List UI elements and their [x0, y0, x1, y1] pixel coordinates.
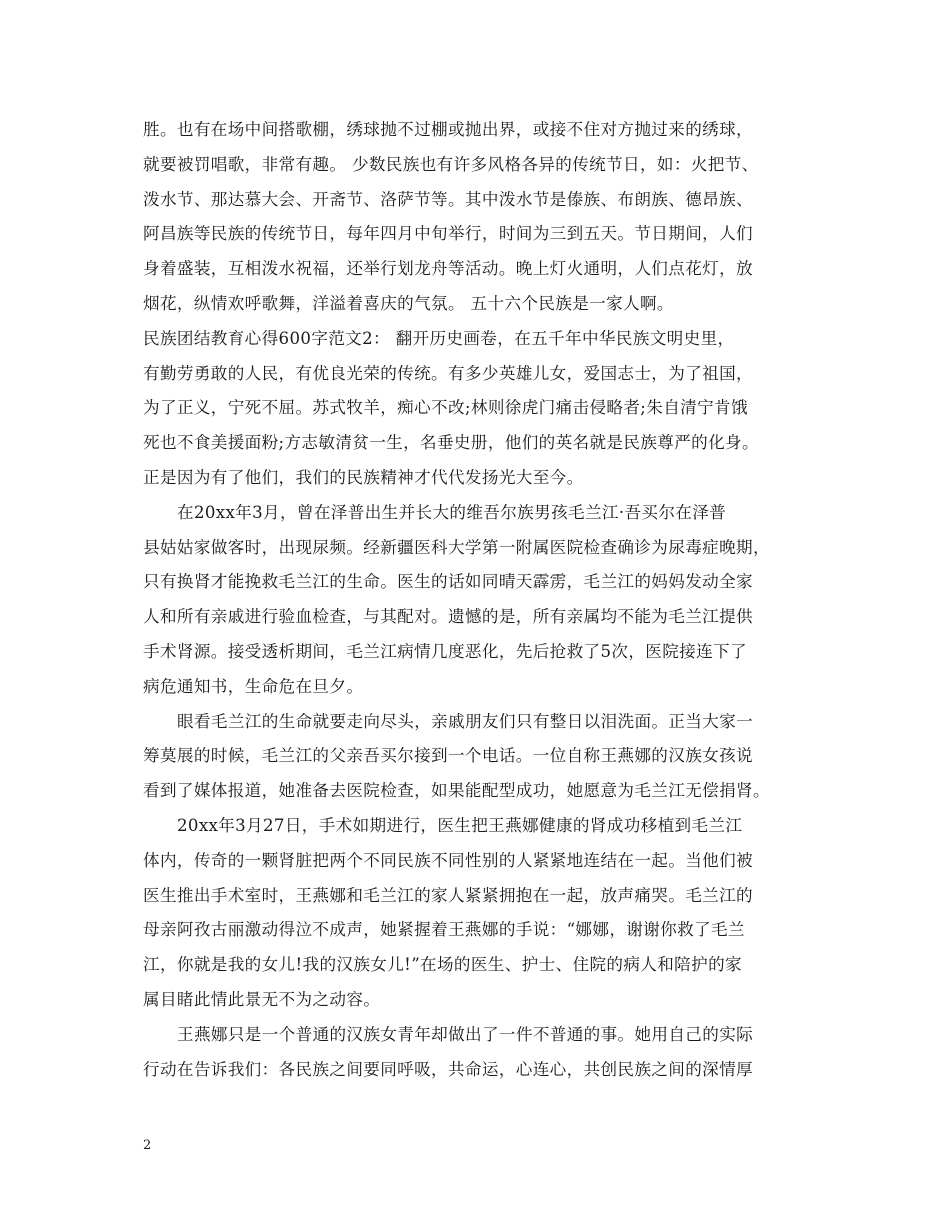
- text-line: 人和所有亲戚进行验血检查，与其配对。遗憾的是，所有亲属均不能为毛兰江提供: [143, 607, 753, 627]
- text-line: 民族团结教育心得600字范文2： 翻开历史画卷，在五千年中华民族文明史里，: [143, 328, 735, 348]
- text-line: 就要被罚唱歌，非常有趣。 少数民族也有许多风格各异的传统节日，如：火把节、: [143, 154, 759, 174]
- text-line: 体内，传奇的一颗肾脏把两个不同民族不同性别的人紧紧地连结在一起。当他们被: [143, 850, 753, 870]
- text-line: 20xx年3月27日，手术如期进行，医生把王燕娜健康的肾成功移植到毛兰江: [177, 815, 743, 835]
- text-line: 手术肾源。接受透析期间，毛兰江病情几度恶化，先后抢救了5次，医院接连下了: [143, 641, 747, 661]
- text-line: 在20xx年3月，曾在泽普出生并长大的维吾尔族男孩毛兰江·吾买尔在泽普: [177, 502, 727, 522]
- text-line: 县姑姑家做客时，出现尿频。经新疆医科大学第一附属医院检查确诊为尿毒症晚期，: [143, 537, 770, 557]
- text-line: 医生推出手术室时，王燕娜和毛兰江的家人紧紧拥抱在一起，放声痛哭。毛兰江的: [143, 885, 753, 905]
- text-line: 只有换肾才能挽救毛兰江的生命。医生的话如同晴天霹雳，毛兰江的妈妈发动全家: [143, 572, 753, 592]
- text-line: 为了正义，宁死不屈。苏式牧羊，痴心不改;林则徐虎门痛击侵略者;朱自清宁肯饿: [143, 398, 748, 418]
- text-line: 有勤劳勇敢的人民，有优良光荣的传统。有多少英雄儿女，爱国志士，为了祖国，: [143, 363, 753, 383]
- text-line: 筹莫展的时候，毛兰江的父亲吾买尔接到一个电话。一位自称王燕娜的汉族女孩说: [143, 746, 753, 766]
- text-line: 烟花，纵情欢呼歌舞，洋溢着喜庆的气氛。 五十六个民族是一家人啊。: [143, 293, 674, 313]
- text-line: 看到了媒体报道，她准备去医院检查，如果能配型成功，她愿意为毛兰江无偿捐肾。: [143, 781, 770, 801]
- text-line: 王燕娜只是一个普通的汉族女青年却做出了一件不普通的事。她用自己的实际: [177, 1024, 754, 1044]
- text-line: 身着盛装，互相泼水祝福，还举行划龙舟等活动。晚上灯火通明，人们点花灯，放: [143, 259, 753, 279]
- text-line: 泼水节、那达慕大会、开斋节、洛萨节等。其中泼水节是傣族、布朗族、德昂族、: [143, 189, 753, 209]
- text-line: 正是因为有了他们，我们的民族精神才代代发扬光大至今。: [143, 467, 584, 487]
- text-line: 死也不食美援面粉;方志敏清贫一生，名垂史册，他们的英名就是民族尊严的化身。: [143, 433, 759, 453]
- text-line: 眼看毛兰江的生命就要走向尽头，亲戚朋友们只有整日以泪洗面。正当大家一: [177, 711, 754, 731]
- text-line: 胜。也有在场中间搭歌棚，绣球抛不过棚或抛出界，或接不住对方抛过来的绣球，: [143, 120, 753, 139]
- text-line: 行动在告诉我们：各民族之间要同呼吸，共命运，心连心，共创民族之间的深情厚: [143, 1059, 753, 1079]
- text-line: 江，你就是我的女儿!我的汉族女儿!”在场的医生、护士、住院的病人和陪护的家: [143, 955, 742, 975]
- text-line: 属目睹此情此景无不为之动容。: [143, 989, 381, 1009]
- text-line: 病危通知书，生命危在旦夕。: [143, 676, 364, 696]
- page-number: 2: [143, 1138, 152, 1153]
- text-line: 母亲阿孜古丽激动得泣不成声，她紧握着王燕娜的手说：“娜娜，谢谢你救了毛兰: [143, 920, 745, 940]
- document-body: [143, 113, 833, 1087]
- text-line: 阿昌族等民族的传统节日，每年四月中旬举行，时间为三到五天。节日期间，人们: [143, 224, 753, 244]
